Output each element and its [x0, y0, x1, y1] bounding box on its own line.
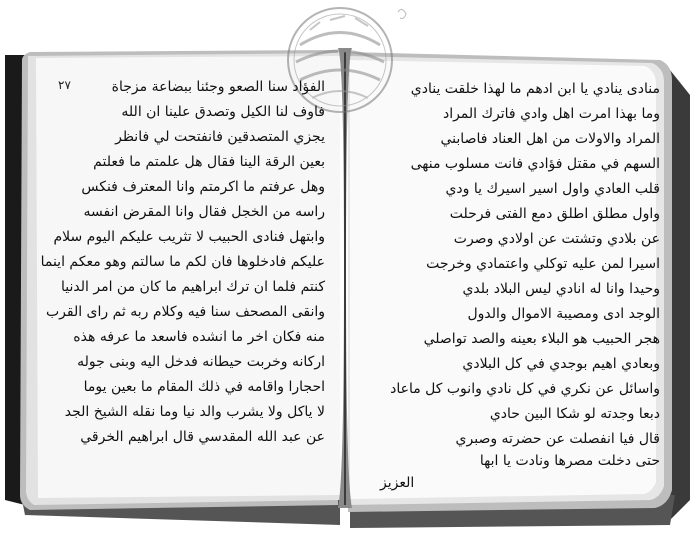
text-line: المراد والاولات من اهل العناد فاصابني: [440, 131, 660, 147]
text-line: وانقى المصحف سنا فيه وكلام ربه ثم راى القرب: [45, 304, 325, 320]
text-line: واسائل عن نكري في كل نادي وانوب كل ماعاد: [390, 381, 660, 397]
text-line: فاوف لنا الكيل وتصدق علينا ان الله: [121, 104, 325, 120]
text-line: اسيرا لمن عليه توكلي واعتمادي وخرجت: [426, 256, 660, 272]
text-line: وحيدا وانا له انادي ليس البلاد بلدي: [462, 281, 660, 297]
text-line: راسه من الخجل فقال وانا المقرض انفسه: [83, 204, 325, 220]
text-line: وبعادي اهيم بوجدي في كل البلادي: [462, 356, 660, 372]
text-line: وما بهذا امرت اهل وادي فاترك المراد: [442, 106, 660, 122]
text-line: لا ياكل ولا يشرب والد نيا وما نقله الشيخ الجد: [64, 404, 325, 420]
text-line: واول مطلق اطلق دمع الفتى فرحلت: [449, 206, 660, 222]
text-line: عن عبد الله المقدسي قال ابراهيم الخرقي: [80, 429, 325, 445]
text-line: عليكم فادخلوها فان لكم ما سالتم وهو معكم اينما: [40, 254, 325, 270]
text-line: كنتم فلما ان ترك ابراهيم ما كان من امر الدنيا: [61, 279, 325, 295]
text-line: الوجد ادى ومصيبة الاموال والدول: [467, 306, 660, 322]
text-line: قال فيا انفصلت عن حضرته وصبري: [455, 431, 660, 447]
text-line: هجر الحبيب هو البلاء بعينه والصد تواصلي: [423, 331, 660, 347]
text-line: احجارا واقامه في ذلك المقام ما بعين يوما: [83, 379, 325, 395]
text-line: منادى ينادي يا ابن ادهم ما لهذا خلقت ينادي: [410, 81, 660, 97]
text-line: يجزي المتصدقين فانفتحت لي فانظر: [115, 129, 325, 145]
text-line: منه فكان اخر ما انشده فاسعد ما عرفه هذه: [73, 329, 325, 345]
folio-number: ٢٧: [58, 78, 71, 92]
text-line: حتى دخلت مصرها ونادت يا ابها: [479, 453, 660, 469]
catchword: العزيز: [380, 475, 415, 491]
text-line: السهم في مقتل فؤادي فانت مسلوب منهى: [410, 156, 660, 172]
text-line: وابتهل فنادى الحبيب لا تثريب عليكم اليوم سلام: [53, 229, 325, 245]
text-line: وهل عرفتم ما اكرمتم وانا المعترف فنكس: [81, 179, 325, 195]
text-line: الفؤاد سنا الصعو وجئنا ببضاعة مزجاة: [111, 79, 325, 95]
text-line: دبعا وجدته لو شكا البين حادي: [489, 406, 660, 422]
text-line: اركانه وخربت حيطانه فدخل اليه وبنى جوله: [77, 354, 325, 370]
text-line: بعين الرقة الينا فقال هل علمتم ما فعلتم: [93, 154, 325, 170]
text-line: عن بلادي وتشتت عن اولادي وصرت: [453, 231, 660, 247]
text-line: قلب العادي واول اسير اسيرك يا ودي: [445, 181, 660, 197]
